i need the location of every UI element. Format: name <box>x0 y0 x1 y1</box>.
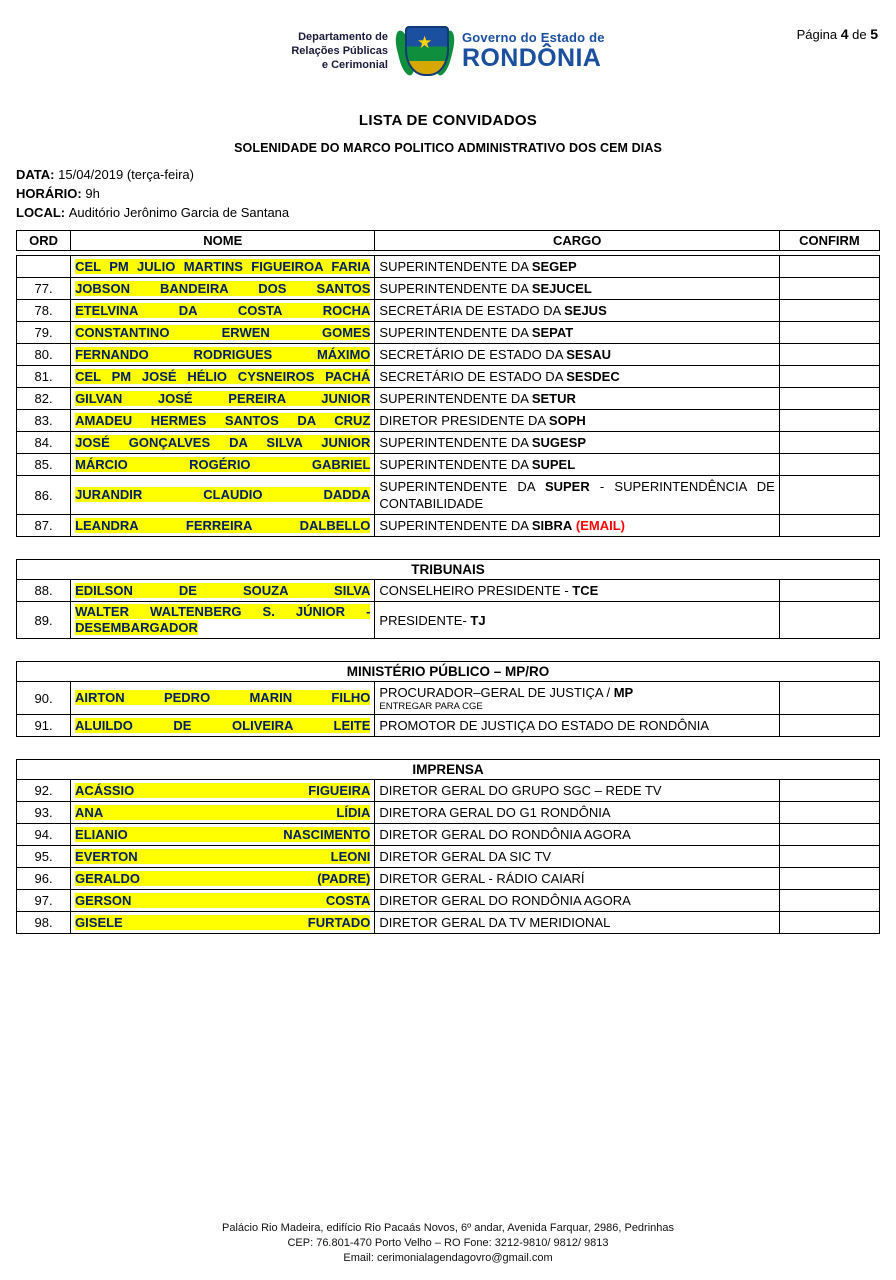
role-acronym: SEJUS <box>564 303 607 318</box>
row-role: SUPERINTENDENTE DA SIBRA (EMAIL) <box>375 515 779 537</box>
table-row <box>17 256 880 278</box>
row-name <box>71 846 375 868</box>
guest-table-tribunais <box>16 559 880 639</box>
row-name <box>71 515 375 537</box>
row-name <box>71 890 375 912</box>
name-highlight: JOSÉ GONÇALVES DA SILVA JUNIOR <box>75 434 371 450</box>
department-text <box>291 30 388 72</box>
document-header <box>16 14 880 90</box>
row-role: DIRETOR GERAL DA SIC TV <box>375 846 779 868</box>
row-ord: 77. <box>17 278 71 300</box>
row-role: SUPERINTENDENTE DA SEGEP <box>375 256 779 278</box>
row-role: SUPERINTENDENTE DA SUGESP <box>375 432 779 454</box>
table-row <box>17 410 880 432</box>
document-footer <box>0 1221 896 1266</box>
table-row <box>17 602 880 639</box>
row-confirm-cell[interactable] <box>779 824 879 846</box>
row-name <box>71 824 375 846</box>
table-row <box>17 580 880 602</box>
row-confirm-cell[interactable] <box>779 890 879 912</box>
row-name <box>71 912 375 934</box>
row-confirm-cell[interactable] <box>779 580 879 602</box>
page-label-middle: de <box>852 27 867 42</box>
name-highlight: GERALDO (PADRE) <box>75 870 371 886</box>
section-title-mp <box>17 662 880 682</box>
row-confirm-cell[interactable] <box>779 780 879 802</box>
name-highlight: AMADEU HERMES SANTOS DA CRUZ <box>75 412 371 428</box>
name-highlight: ANA LÍDIA <box>75 804 371 820</box>
name-highlight: JURANDIR CLAUDIO DADDA <box>75 487 371 502</box>
row-role: SUPERINTENDENTE DA SEJUCEL <box>375 278 779 300</box>
row-confirm-cell[interactable] <box>779 515 879 537</box>
footer-line-3: Email: cerimonialagendagovro@gmail.com <box>343 1252 553 1264</box>
row-ord: 98. <box>17 912 71 934</box>
table-row <box>17 846 880 868</box>
guest-table-header <box>16 230 880 251</box>
role-acronym: MP <box>613 685 634 700</box>
table-row <box>17 868 880 890</box>
guest-table-main <box>16 255 880 537</box>
row-confirm-cell[interactable] <box>779 802 879 824</box>
row-name <box>71 256 375 278</box>
row-confirm-cell[interactable] <box>779 300 879 322</box>
row-confirm-cell[interactable] <box>779 278 879 300</box>
role-acronym: SETUR <box>531 391 576 406</box>
row-ord: 78. <box>17 300 71 322</box>
table-row <box>17 476 880 515</box>
role-acronym: SUGESP <box>531 435 587 450</box>
gov-top-line: Governo do Estado de <box>461 30 605 45</box>
row-ord: 80. <box>17 344 71 366</box>
department-line-1: Departamento de <box>298 31 388 43</box>
row-ord: 93. <box>17 802 71 824</box>
row-confirm-cell[interactable] <box>779 432 879 454</box>
page-title: LISTA DE CONVIDADOS <box>358 112 538 129</box>
row-ord: 92. <box>17 780 71 802</box>
row-name <box>71 780 375 802</box>
role-acronym: SEJUCEL <box>531 281 592 296</box>
row-ord: 79. <box>17 322 71 344</box>
guest-table-imprensa <box>16 759 880 934</box>
col-header-confirm: CONFIRM <box>779 231 879 251</box>
row-role: SECRETÁRIO DE ESTADO DA SESAU <box>375 344 779 366</box>
row-name <box>71 580 375 602</box>
coat-of-arms-icon: ★ <box>398 20 452 82</box>
col-header-nome: NOME <box>71 231 375 251</box>
meta-place-label: LOCAL: <box>16 205 66 220</box>
row-ord: 83. <box>17 410 71 432</box>
name-highlight: CEL PM JULIO MARTINS FIGUEIROA FARIA <box>75 258 371 274</box>
row-name <box>71 410 375 432</box>
row-role: SECRETÁRIA DE ESTADO DA SEJUS <box>375 300 779 322</box>
table-row <box>17 454 880 476</box>
role-email-flag: (EMAIL) <box>575 518 626 533</box>
row-role: SUPERINTENDENTE DA SUPER - SUPERINTENDÊNCIA DE CONTABILIDADE <box>375 476 779 515</box>
section-title-tribunais <box>17 560 880 580</box>
row-confirm-cell[interactable] <box>779 602 879 639</box>
meta-time <box>16 184 880 203</box>
meta-date-value: 15/04/2019 (terça-feira) <box>58 167 194 182</box>
name-highlight: GERSON COSTA <box>75 892 371 908</box>
role-acronym: SEGEP <box>531 259 577 274</box>
name-highlight: CONSTANTINO ERWEN GOMES <box>75 324 371 340</box>
row-role: DIRETORA GERAL DO G1 RONDÔNIA <box>375 802 779 824</box>
section-title-imprensa <box>17 760 880 780</box>
row-ord: 91. <box>17 715 71 737</box>
name-highlight: EDILSON DE SOUZA SILVA <box>75 582 371 598</box>
row-role: DIRETOR GERAL DA TV MERIDIONAL <box>375 912 779 934</box>
role-acronym: SIBRA <box>531 518 573 533</box>
row-role: DIRETOR PRESIDENTE DA SOPH <box>375 410 779 432</box>
section-title-text: TRIBUNAIS <box>17 560 880 580</box>
name-highlight: ETELVINA DA COSTA ROCHA <box>75 302 371 318</box>
table-row <box>17 780 880 802</box>
role-note: ENTREGAR PARA CGE <box>379 701 483 712</box>
row-role: SUPERINTENDENTE DA SUPEL <box>375 454 779 476</box>
row-name <box>71 322 375 344</box>
event-meta <box>16 165 880 222</box>
row-role: PROCURADOR–GERAL DE JUSTIÇA / MP ENTREGAR PARA CGE <box>375 682 779 715</box>
role-acronym: SOPH <box>548 413 586 428</box>
role-acronym: TJ <box>470 612 486 628</box>
name-highlight: AIRTON PEDRO MARIN FILHO <box>75 690 371 705</box>
table-row <box>17 278 880 300</box>
row-name <box>71 388 375 410</box>
government-wordmark <box>462 31 605 71</box>
role-acronym: SESAU <box>566 347 612 362</box>
role-acronym: SEPAT <box>531 325 574 340</box>
guest-table-mp <box>16 661 880 737</box>
meta-date <box>16 165 880 184</box>
table-header-row <box>17 231 880 251</box>
row-name <box>71 300 375 322</box>
row-confirm-cell[interactable] <box>779 912 879 934</box>
name-highlight: ACÁSSIO FIGUEIRA <box>75 782 371 798</box>
page-number <box>797 26 878 42</box>
row-confirm-cell[interactable] <box>779 344 879 366</box>
row-role: SUPERINTENDENTE DA SEPAT <box>375 322 779 344</box>
row-role: PROMOTOR DE JUSTIÇA DO ESTADO DE RONDÔNIA <box>375 715 779 737</box>
row-role: CONSELHEIRO PRESIDENTE - TCE <box>375 580 779 602</box>
row-confirm-cell[interactable] <box>779 868 879 890</box>
section-title-text: MINISTÉRIO PÚBLICO – MP/RO <box>17 662 880 682</box>
row-ord <box>17 256 71 278</box>
gov-state-name: RONDÔNIA <box>461 44 602 72</box>
row-ord: 97. <box>17 890 71 912</box>
row-ord: 84. <box>17 432 71 454</box>
table-row <box>17 515 880 537</box>
row-ord: 85. <box>17 454 71 476</box>
table-row <box>17 322 880 344</box>
department-line-3: e Cerimonial <box>321 59 388 71</box>
row-confirm-cell[interactable] <box>779 410 879 432</box>
name-highlight: WALTER WALTENBERG S. JÚNIOR - DESEMBARGADOR <box>75 604 371 635</box>
row-role: DIRETOR GERAL DO RONDÔNIA AGORA <box>375 824 779 846</box>
row-role: DIRETOR GERAL - RÁDIO CAIARÍ <box>375 868 779 890</box>
section-title-text: IMPRENSA <box>17 760 880 780</box>
row-ord: 81. <box>17 366 71 388</box>
table-row <box>17 344 880 366</box>
row-name <box>71 715 375 737</box>
meta-time-label: HORÁRIO: <box>16 186 82 201</box>
row-ord: 88. <box>17 580 71 602</box>
row-name <box>71 682 375 715</box>
meta-time-value: 9h <box>85 186 100 201</box>
page-total: 5 <box>870 26 878 42</box>
row-confirm-cell[interactable] <box>779 388 879 410</box>
table-row <box>17 300 880 322</box>
row-confirm-cell[interactable] <box>779 256 879 278</box>
name-highlight: ELIANIO NASCIMENTO <box>75 826 371 842</box>
page-subtitle: SOLENIDADE DO MARCO POLITICO ADMINISTRATIVO DOS CEM DIAS <box>234 141 662 155</box>
row-name <box>71 454 375 476</box>
row-role: PRESIDENTE- TJ <box>375 602 779 639</box>
row-role: DIRETOR GERAL DO RONDÔNIA AGORA <box>375 890 779 912</box>
table-row <box>17 912 880 934</box>
name-highlight: FERNANDO RODRIGUES MÁXIMO <box>75 346 371 362</box>
role-acronym: SUPEL <box>531 457 576 472</box>
row-ord: 82. <box>17 388 71 410</box>
page-label-prefix: Página <box>796 27 838 42</box>
row-ord: 89. <box>17 602 71 639</box>
meta-date-label: DATA: <box>16 167 55 182</box>
table-row <box>17 682 880 715</box>
row-name <box>71 802 375 824</box>
footer-line-2: CEP: 76.801-470 Porto Velho – RO Fone: 3212-9810/ 9812/ 9813 <box>287 1237 609 1249</box>
row-confirm-cell[interactable] <box>779 322 879 344</box>
row-confirm-cell[interactable] <box>779 476 879 515</box>
name-highlight: EVERTON LEONI <box>75 848 371 864</box>
name-highlight: JOBSON BANDEIRA DOS SANTOS <box>75 280 371 296</box>
table-row <box>17 366 880 388</box>
page-current: 4 <box>840 26 849 42</box>
row-name <box>71 432 375 454</box>
row-ord: 96. <box>17 868 71 890</box>
row-name <box>71 868 375 890</box>
name-highlight: GILVAN JOSÉ PEREIRA JUNIOR <box>75 390 371 406</box>
meta-place <box>16 203 880 222</box>
table-row <box>17 715 880 737</box>
row-role: SECRETÁRIO DE ESTADO DA SESDEC <box>375 366 779 388</box>
row-ord: 86. <box>17 476 71 515</box>
row-ord: 87. <box>17 515 71 537</box>
row-role: SUPERINTENDENTE DA SETUR <box>375 388 779 410</box>
row-role: DIRETOR GERAL DO GRUPO SGC – REDE TV <box>375 780 779 802</box>
table-row <box>17 432 880 454</box>
row-ord: 94. <box>17 824 71 846</box>
row-confirm-cell[interactable] <box>779 715 879 737</box>
table-row <box>17 388 880 410</box>
row-ord: 95. <box>17 846 71 868</box>
name-highlight: ALUILDO DE OLIVEIRA LEITE <box>75 717 371 733</box>
name-highlight: MÁRCIO ROGÉRIO GABRIEL <box>75 456 371 472</box>
meta-place-value: Auditório Jerônimo Garcia de Santana <box>68 205 290 220</box>
name-highlight: LEANDRA FERREIRA DALBELLO <box>75 517 371 533</box>
row-name <box>71 366 375 388</box>
row-confirm-cell[interactable] <box>779 682 879 715</box>
role-acronym: TCE <box>572 583 599 598</box>
row-name <box>71 476 375 515</box>
row-ord: 90. <box>17 682 71 715</box>
footer-line-1: Palácio Rio Madeira, edifício Rio Pacaás Novos, 6º andar, Avenida Farquar, 2986, Pedrinhas <box>221 1222 675 1234</box>
row-confirm-cell[interactable] <box>779 366 879 388</box>
table-row <box>17 824 880 846</box>
name-highlight: CEL PM JOSÉ HÉLIO CYSNEIROS PACHÁ <box>75 368 371 384</box>
table-row <box>17 802 880 824</box>
role-acronym: SUPER <box>544 479 590 494</box>
name-highlight: GISELE FURTADO <box>75 914 371 930</box>
department-line-2: Relações Públicas <box>291 45 388 57</box>
role-acronym: SESDEC <box>566 369 620 384</box>
col-header-ord: ORD <box>17 231 71 251</box>
row-name <box>71 278 375 300</box>
row-confirm-cell[interactable] <box>779 846 879 868</box>
row-name <box>71 602 375 639</box>
col-header-cargo: CARGO <box>375 231 779 251</box>
row-name <box>71 344 375 366</box>
table-row <box>17 890 880 912</box>
row-confirm-cell[interactable] <box>779 454 879 476</box>
